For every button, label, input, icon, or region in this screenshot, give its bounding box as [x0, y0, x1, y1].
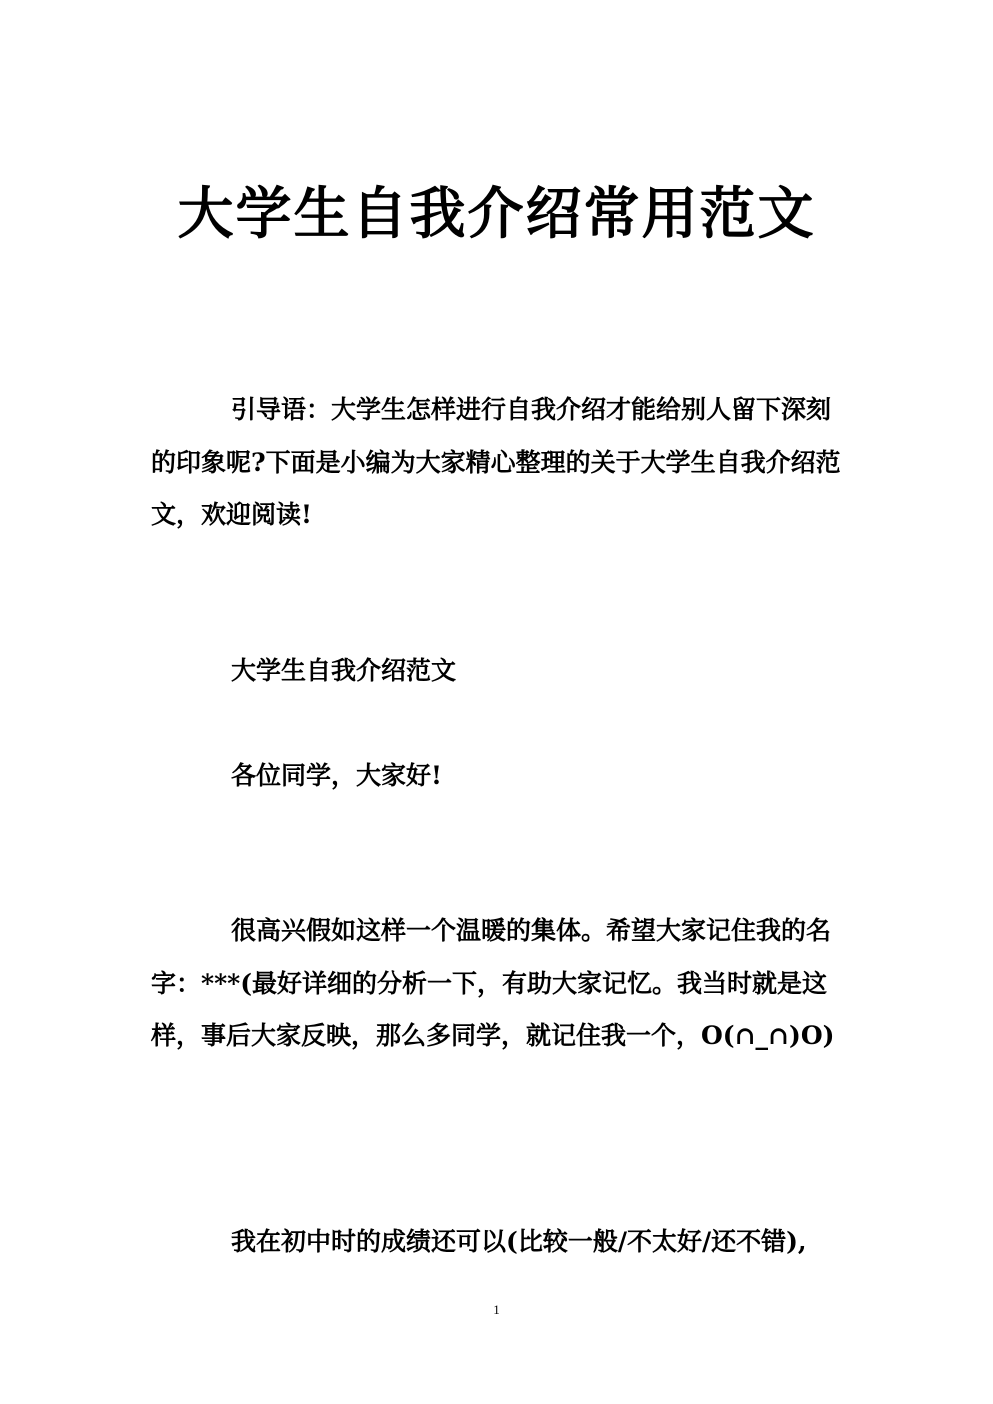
page-number: 1	[493, 1302, 500, 1317]
section-subtitle: 大学生自我介绍范文	[231, 656, 457, 685]
intro-paragraph: 引导语：大学生怎样进行自我介绍才能给别人留下深刻的印象呢?下面是小编为大家精心整理的关于大学生自我介绍范文，欢迎阅读!	[151, 395, 841, 529]
document-title: 大学生自我介绍常用范文	[177, 181, 816, 247]
body-paragraph-1: 很高兴假如这样一个温暖的集体。希望大家记住我的名字：***(最好详细的分析一下，有助大家记忆。我当时就是这样，事后大家反映，那么多同学，就记住我一个，O(∩_∩)O)	[151, 916, 835, 1050]
greeting-paragraph: 各位同学，大家好!	[231, 761, 442, 790]
body-paragraph-2: 我在初中时的成绩还可以(比较一般/不太好/还不错),	[231, 1227, 807, 1256]
